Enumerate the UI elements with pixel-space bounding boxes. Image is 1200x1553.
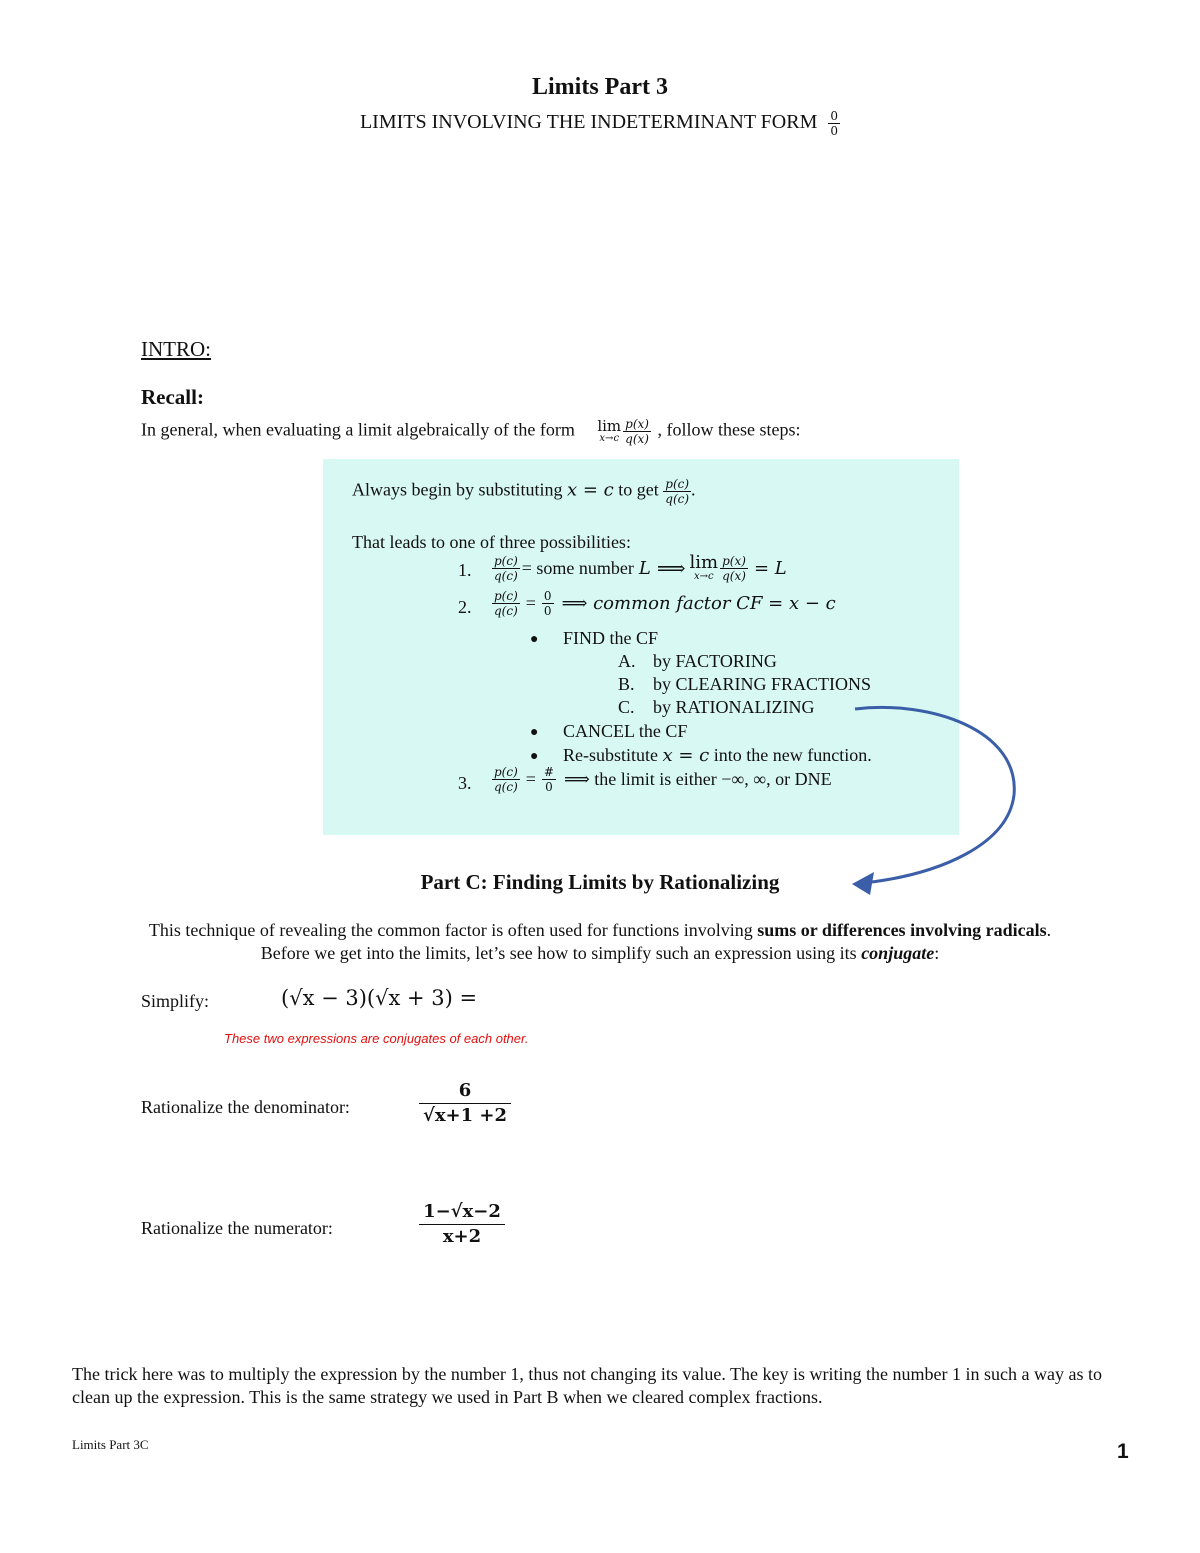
rationalize-numerator-fraction	[421, 1203, 503, 1246]
possibility-1-number: 1.	[458, 560, 472, 580]
item2-numerator: p(c)	[494, 589, 518, 603]
resub-text-before: Re-substitute	[563, 745, 658, 765]
resub-text-after: into the new function.	[713, 745, 872, 765]
num-fraction-denominator: x+2	[442, 1226, 482, 1247]
arrow-curve	[855, 707, 1014, 882]
technique-bold: sums or differences involving radicals	[757, 920, 1047, 940]
item1-equals-L: = L	[753, 557, 787, 579]
item1-denominator: q(c)	[494, 568, 518, 583]
item1-text: = some number	[521, 557, 634, 578]
item3-denominator: q(c)	[494, 780, 518, 794]
sub-b-clearing-fractions: by CLEARING FRACTIONS	[653, 674, 872, 694]
before-main: Before we get into the limits, let’s see how to simplify such an expression using its	[260, 943, 857, 963]
item3-zero-denominator: 0	[545, 780, 553, 794]
sub-a-letter: A.	[618, 651, 636, 671]
item1-numerator: p(c)	[494, 553, 518, 568]
conjugates-note: These two expressions are conjugates of each other.	[224, 1031, 529, 1046]
pc-numerator: p(c)	[665, 477, 690, 491]
item2-equals: =	[525, 593, 536, 613]
footer-label: Limits Part 3C	[72, 1437, 149, 1452]
item3-numerator: p(c)	[494, 765, 518, 779]
zero-numerator: 0	[543, 589, 552, 603]
before-text	[0, 943, 1200, 964]
technique-end: .	[1046, 920, 1052, 940]
den-fraction-numerator: 6	[419, 1082, 511, 1104]
sub-c-rationalizing: by RATIONALIZING	[653, 697, 815, 717]
item1-lim-subscript: x→c	[694, 571, 714, 582]
resub-equation: x = c	[662, 745, 710, 766]
implies-icon: ⟹	[656, 557, 686, 580]
item1-limit-numerator: p(x)	[722, 553, 746, 568]
common-factor-text: ⟹ common factor CF = x − c	[561, 593, 836, 614]
bullet-cancel-cf: CANCEL the CF	[563, 721, 688, 741]
substitute-equation: x = c	[567, 479, 614, 501]
possibilities-text: That leads to one of three possibilities:	[352, 532, 631, 552]
hash-numerator: #	[543, 765, 554, 779]
general-text-after: , follow these steps:	[657, 419, 801, 440]
limit-either-text: ⟹ the limit is either −∞, ∞, or DNE	[563, 769, 832, 789]
item3-equals: =	[525, 769, 536, 789]
qc-denominator: q(c)	[665, 492, 690, 506]
den-fraction-denominator: √x+1 +2	[423, 1105, 508, 1126]
simplify-label: Simplify:	[141, 991, 210, 1011]
fraction-numerator: 0	[830, 109, 839, 123]
rationalize-denominator-fraction	[421, 1082, 509, 1125]
recall-heading: Recall:	[141, 385, 204, 409]
lim-word: lim	[597, 417, 622, 435]
limit-numerator: p(x)	[625, 417, 649, 431]
technique-before: This technique of revealing the common factor is often used for functions involving	[148, 920, 753, 940]
intro-heading: INTRO:	[141, 337, 211, 361]
general-text-before: In general, when evaluating a limit algebraically of the form	[141, 419, 575, 440]
sub-c-letter: C.	[618, 697, 635, 717]
rationalize-numerator-label: Rationalize the numerator:	[141, 1218, 333, 1238]
sub-b-letter: B.	[618, 674, 635, 694]
simplify-expression: (√x − 3)(√x + 3) =	[281, 986, 478, 1010]
bullet-icon: ●	[530, 749, 539, 764]
to-get-text: to get	[618, 479, 659, 500]
lim-subscript: x→c	[599, 433, 620, 444]
trick-paragraph: The trick here was to multiply the expression by the number 1, thus not changing its value. The key is writing the number 1 in such a way as to clean up the expression. This is the same strategy we used in Part B when we cleared complex fractions.	[72, 1364, 1102, 1407]
sub-a-factoring: by FACTORING	[653, 651, 777, 671]
part-c-heading: Part C: Finding Limits by Rationalizing	[420, 870, 780, 894]
item2-denominator: q(c)	[494, 604, 518, 618]
item1-L: L	[638, 557, 651, 579]
item1-limit-denominator: q(x)	[722, 568, 746, 583]
bullet-icon: ●	[530, 725, 539, 740]
rationalize-denominator-label: Rationalize the denominator:	[141, 1097, 350, 1117]
item1-lim-word: lim	[689, 552, 719, 573]
page-number: 1	[1117, 1440, 1129, 1463]
limit-denominator: q(x)	[625, 432, 649, 446]
fraction-denominator: 0	[830, 124, 839, 138]
possibility-3-number: 3.	[458, 773, 472, 793]
num-fraction-numerator: 1−√x−2	[419, 1203, 505, 1225]
possibility-2-number: 2.	[458, 597, 472, 617]
subtitle-text: LIMITS INVOLVING THE INDETERMINANT FORM	[359, 111, 818, 134]
technique-text	[0, 920, 1200, 941]
bullet-icon: ●	[530, 632, 539, 647]
period: .	[691, 479, 696, 500]
substitute-text: Always begin by substituting	[352, 479, 563, 500]
page-title: Limits Part 3	[532, 74, 668, 100]
bullet-find-cf: FIND the CF	[563, 628, 659, 648]
zero-denominator: 0	[543, 604, 552, 618]
before-end: :	[934, 943, 940, 963]
conjugate-word: conjugate	[861, 943, 935, 963]
